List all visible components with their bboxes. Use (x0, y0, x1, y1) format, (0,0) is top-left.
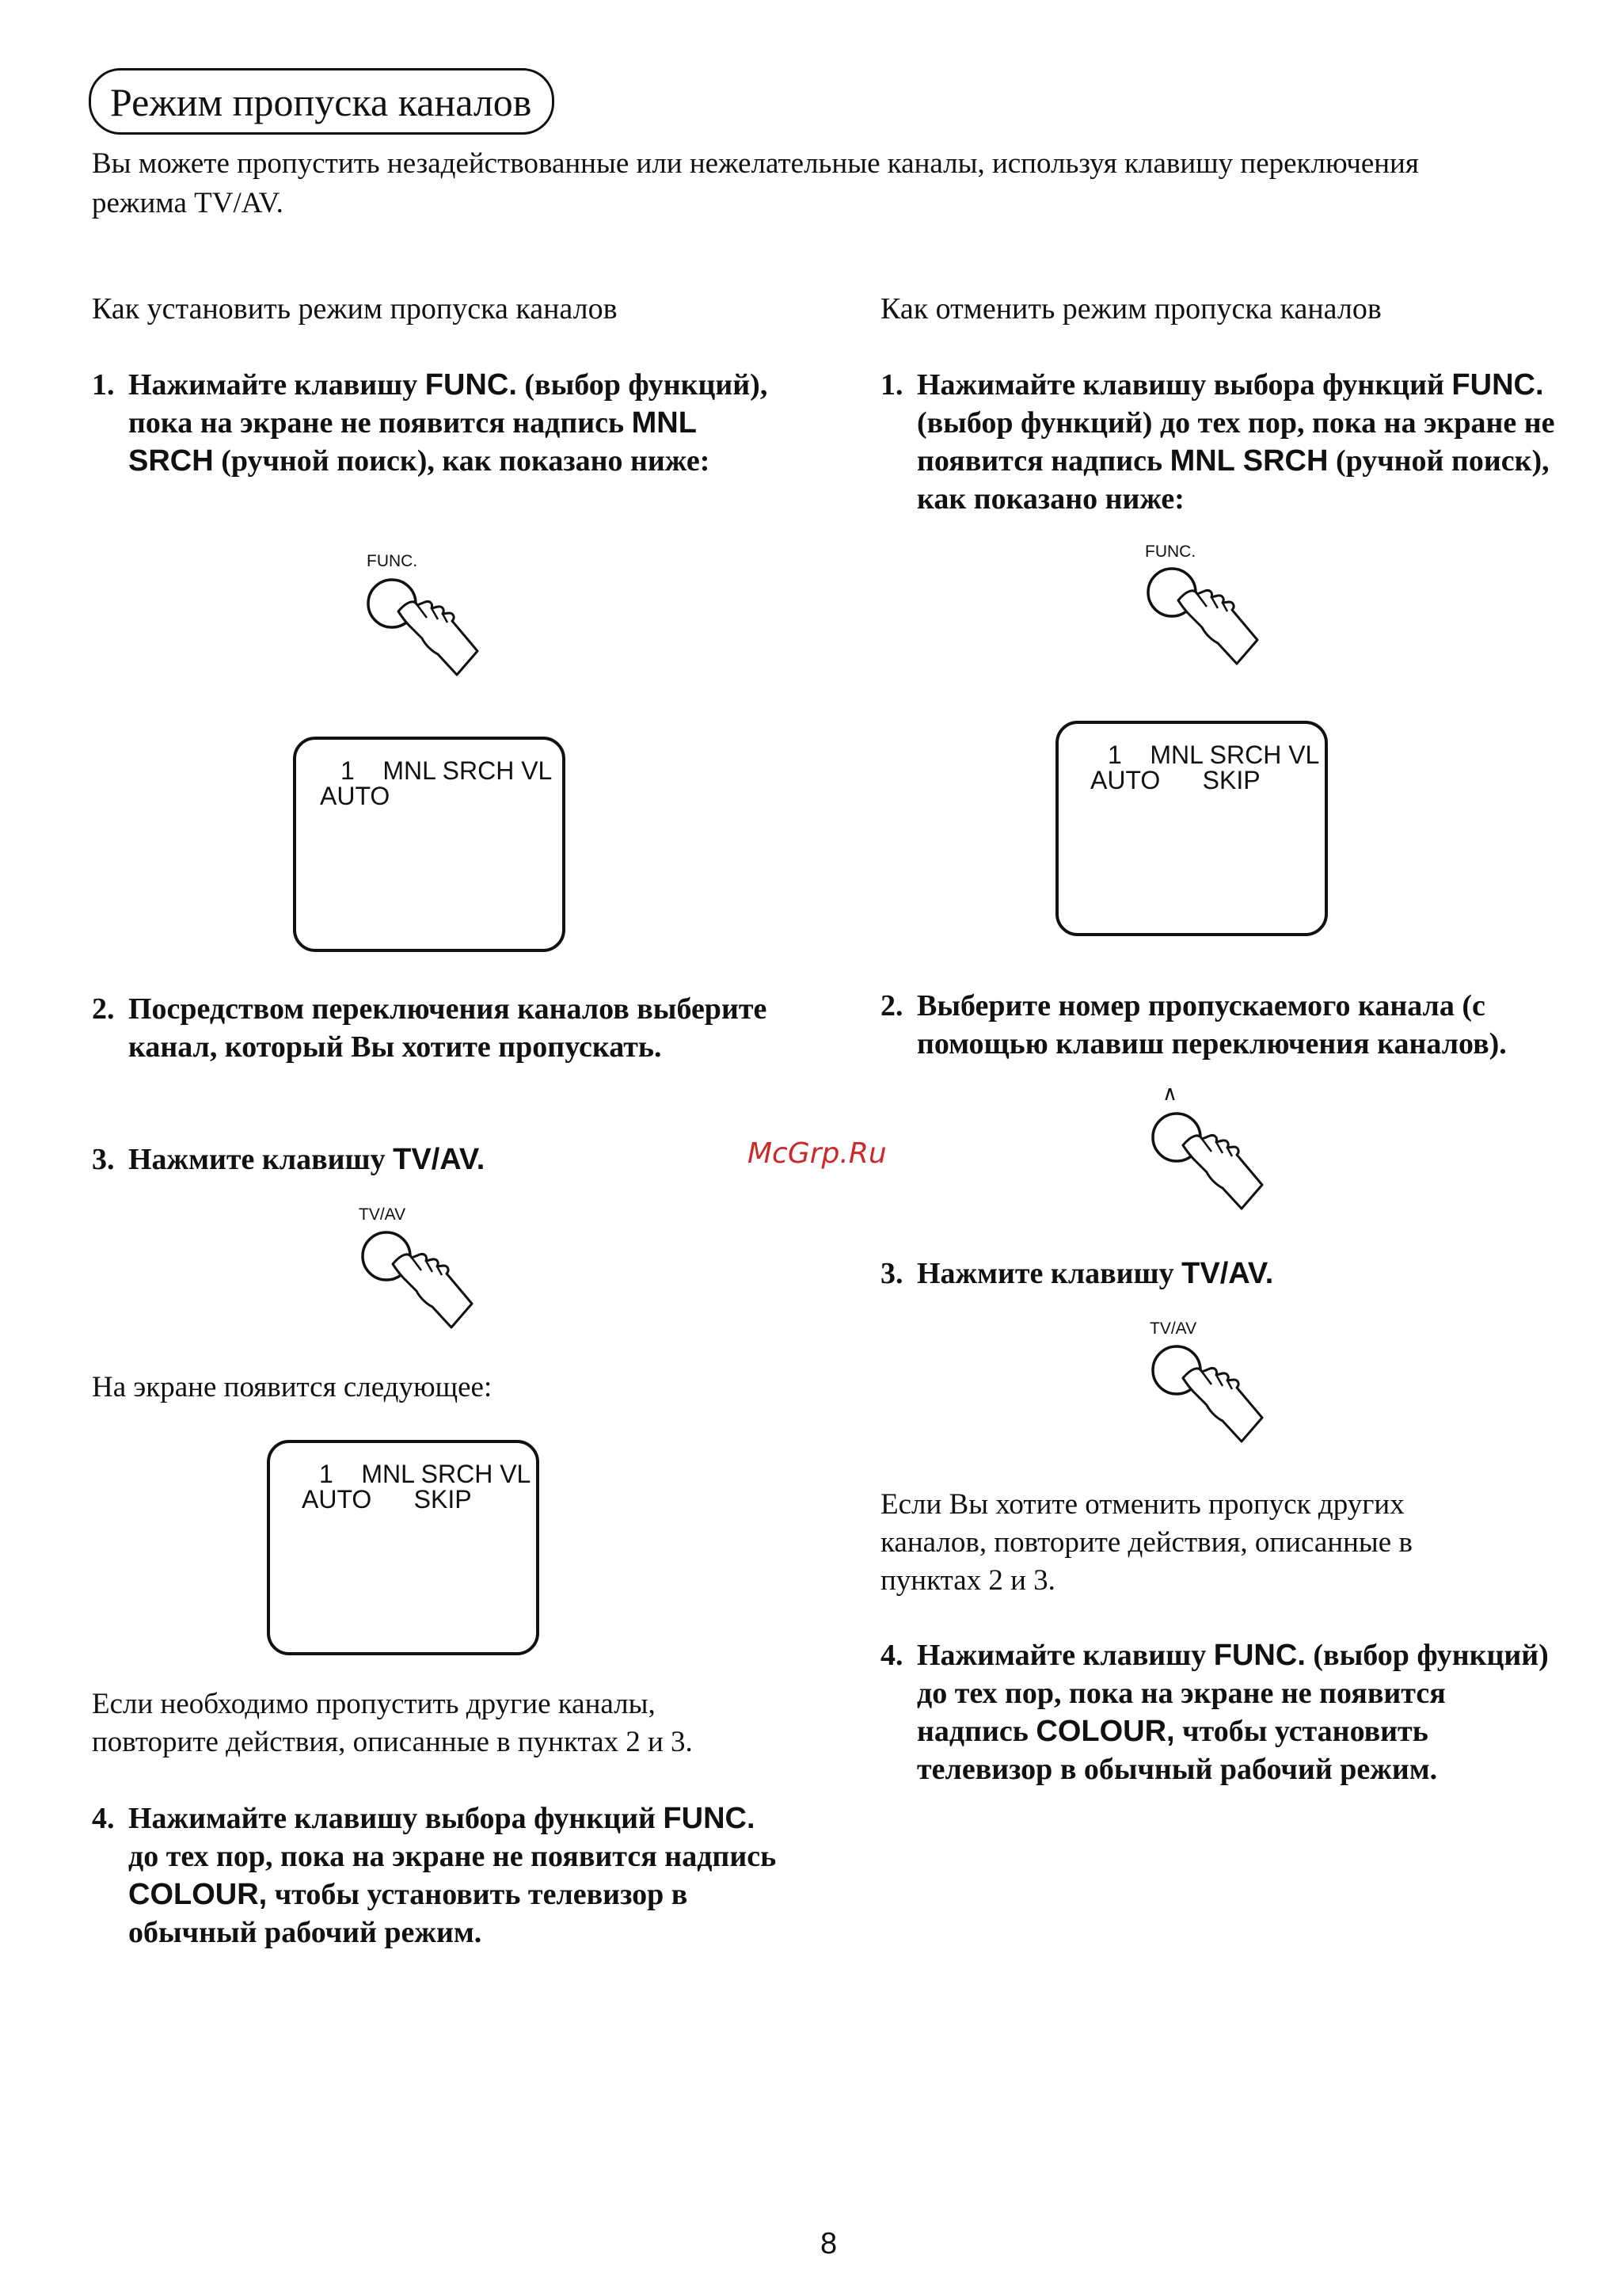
right-heading: Как отменить режим пропуска каналов (880, 292, 1382, 326)
watermark: McGrp.Ru (747, 1137, 887, 1170)
screen-line-2: AUTO SKIP (302, 1485, 472, 1514)
right-step-2: 2. Выберите номер пропускаемого канала (с помощью клавиш переключения каналов). (880, 989, 1507, 1061)
channel-up-label: ∧ (1162, 1081, 1178, 1105)
pressing-hand-icon (360, 572, 503, 683)
func-button-label: FUNC. (1145, 543, 1196, 561)
pressing-hand-icon (355, 1224, 497, 1335)
page-number: 8 (820, 2227, 838, 2260)
mnl-srch-label: MNL SRCH (128, 406, 697, 478)
right-step-3: 3. Нажмите клавишу TV/AV. (880, 1257, 1274, 1290)
func-key-label: FUNC. (424, 368, 517, 402)
pressing-hand-icon (1145, 1106, 1287, 1217)
screen-line-1: 1 MNL SRCH VL (340, 756, 553, 785)
page-title-text: Режим пропуска каналов (110, 80, 532, 124)
step-number: 1. (92, 368, 115, 402)
tv-screen-display-1 (293, 737, 565, 952)
left-heading: Как установить режим пропуска каналов (92, 292, 618, 326)
screen-line-2: AUTO SKIP (1090, 766, 1261, 794)
right-repeat-text: Если Вы хотите отменить пропуск других каналов, повторите действия, описанные в пунктах 2 и 3. (880, 1488, 1413, 1597)
left-step-1: 1. Нажимайте клавишу FUNC. (выбор функций), пока на экране не появится надпись MNL SRCH (ручной поиск), как показано ниже: (92, 366, 789, 480)
left-step-4: 4. Нажимайте клавишу выбора функций FUNC. до тех пор, пока на экране не появится надпись COLOUR, чтобы установить телевизор в обычный рабочий режим. (92, 1802, 777, 1949)
left-appears-text: На экране появится следующее: (92, 1371, 493, 1403)
right-step-4: 4. Нажимайте клавишу FUNC. (выбор функций) до тех пор, пока на экране не появится надпись COLOUR, чтобы установить телевизор в обычный рабочий режим. (880, 1639, 1549, 1786)
tvav-key-label: TV/AV. (393, 1143, 485, 1176)
screen-line-2: AUTO (320, 782, 390, 810)
func-button-label: FUNC. (367, 552, 418, 570)
tv-screen-display-3 (1055, 721, 1328, 936)
pressing-hand-icon (1140, 561, 1283, 672)
right-step-1: 1. Нажимайте клавишу выбора функций FUNC. (выбор функций) до тех пор, пока на экране не появится надпись MNL SRCH (ручной поиск), как показано ниже: (880, 368, 1555, 516)
tv-screen-display-2 (267, 1440, 539, 1655)
tvav-button-label: TV/AV (1150, 1319, 1197, 1338)
page-title (89, 68, 554, 135)
left-repeat-text: Если необходимо пропустить другие каналы, повторите действия, описанные в пунктах 2 и 3. (92, 1688, 693, 1758)
left-step-3: 3. Нажмите клавишу TV/AV. (92, 1143, 485, 1176)
colour-key-label: COLOUR, (128, 1878, 268, 1911)
intro-text: Вы можете пропустить незадействованные или нежелательные каналы, используя клавишу переключения режима TV/AV. (92, 147, 1419, 219)
tvav-button-label: TV/AV (359, 1205, 406, 1224)
left-step-2: 2. Посредством переключения каналов выберите канал, который Вы хотите пропускать. (92, 992, 767, 1064)
screen-line-1: 1 MNL SRCH VL (319, 1460, 531, 1488)
pressing-hand-icon (1145, 1339, 1287, 1449)
screen-line-1: 1 MNL SRCH VL (1108, 741, 1320, 769)
